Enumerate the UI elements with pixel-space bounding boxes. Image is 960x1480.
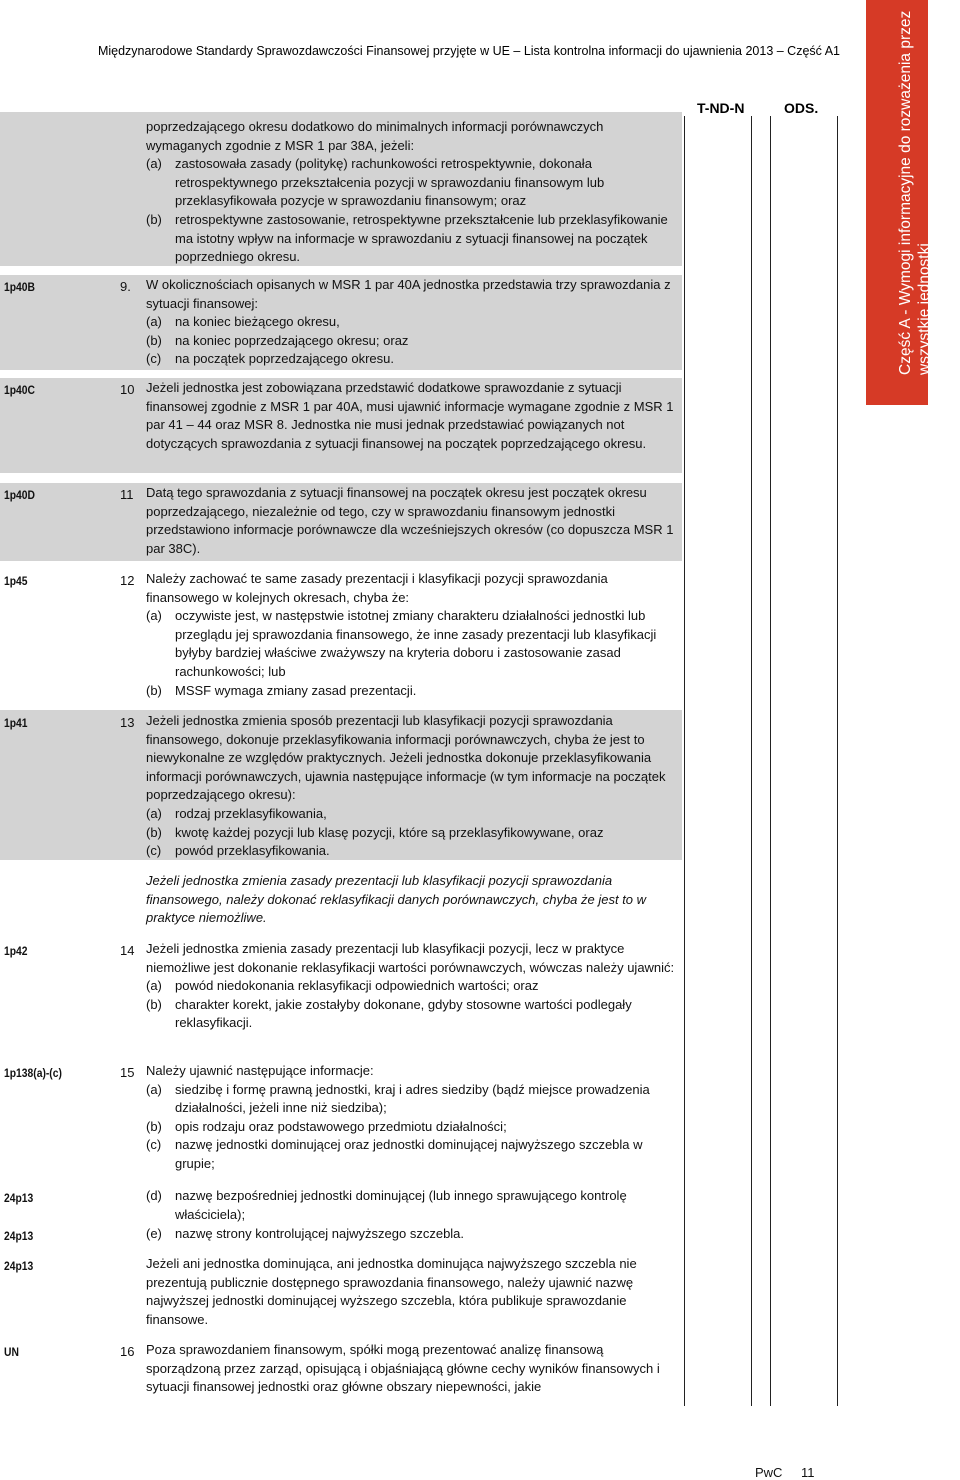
section-11-text: Datą tego sprawozdania z sytuacji finansowej na początek okresu jest początek okresu poprzedzającego, niezależnie od tego, czy w sprawozdaniu finansowym jednostki przedstawiono informacje porównawcze dla wcześniejszych okresów (co dopuszcza MSR 1 par 38C). — [146, 485, 674, 556]
list-item: (c) nazwę jednostki dominującej oraz jednostki dominującej najwyższego szczebla w grupie; — [146, 1137, 643, 1171]
list-item: (e) nazwę strony kontrolującej najwyższego szczebla. — [146, 1226, 465, 1241]
section-24p13-text: Jeżeli ani jednostka dominująca, ani jednostka dominująca najwyższego szczebla nie prezentują publicznie dostępnego sprawozdania finansowego, należy ujawnić nazwę najwyższej jednostki dominującej wyższego szczebla, która publikuje sprawozdanie finansowe. — [146, 1256, 637, 1327]
list-item: (a) na koniec bieżącego okresu, — [146, 314, 340, 330]
reference-code: 24p13 — [4, 1259, 34, 1273]
item-number: 13 — [120, 715, 135, 730]
section-16 — [146, 1341, 676, 1397]
italic-note-text: Jeżeli jednostka zmienia zasady prezentacji lub klasyfikacji pozycji sprawozdania finansowego, należy dokonać reklasyfikacji danych porównawczych, chyba że jest to w praktyce niemożliwe. — [146, 873, 647, 926]
list-item: (a) rodzaj przeklasyfikowania, — [146, 805, 327, 821]
section-15-intro: Należy ujawnić następujące informacje: — [146, 1063, 374, 1078]
footer-brand: PwC — [755, 1465, 783, 1480]
footer-page-number: 11 — [801, 1465, 815, 1480]
list-item: (a) siedzibę i formę prawną jednostki, kraj i adres siedziby (bądź miejsce prowadzenia działalności, jeżeli inne niż siedziba); — [146, 1081, 650, 1116]
item-number: 11 — [120, 487, 134, 502]
item-number: 16 — [120, 1344, 135, 1359]
section-13-intro: Jeżeli jednostka zmienia sposób prezentacji lub klasyfikacji pozycji sprawozdania finansowego, dokonuje przeklasyfikowania informacji porównawczych, chyba że jest to niewykonalne ze względów praktycznych. Jeżeli jednostka dokonuje przeklasyfikowania informacji porównawczych, ujawnia następujące informacje (w tym informacje na początek poprzedzającego okresu): — [146, 713, 666, 803]
list-item: (c) powód przeklasyfikowania. — [146, 843, 330, 859]
italic-note — [146, 872, 676, 928]
reference-code: 1p45 — [4, 574, 28, 588]
item-number: 14 — [120, 943, 135, 958]
list-item: (b) retrospektywne zastosowanie, retrospektywne przekształcenie lub przeklasyfikowanie ma istotny wpływ na informacje w sprawozdaniu z sytuacji finansowej na początek poprzedniego okresu. — [146, 211, 668, 265]
reference-code: 24p13 — [4, 1191, 34, 1205]
sidebar-line-2: wszystkie jednostki — [916, 243, 933, 375]
reference-code: 24p13 — [4, 1229, 34, 1243]
reference-code: 1p41 — [4, 716, 28, 730]
section-13 — [146, 712, 676, 861]
item-number: 15 — [120, 1065, 135, 1080]
page-header-title: Międzynarodowe Standardy Sprawozdawczości Finansowej przyjęte w UE – Lista kontrolna informacji do ujawnienia 2013 – Część A1 — [97, 44, 840, 58]
reference-code: 1p138(a)-(c) — [4, 1066, 62, 1080]
list-item: (a) oczywiste jest, w następstwie istotnej zmiany charakteru działalności jednostki lub przeglądu jej sprawozdania finansowego, że inne zasady prezentacji lub klasyfikacji byłyby bardziej właściwe zważywszy na kryteria doboru i zastosowanie zasad rachunkowości; lub — [146, 608, 657, 679]
section-24p13-paragraph — [146, 1255, 676, 1329]
item-number: 10 — [120, 382, 135, 397]
section-9-intro: W okolicznościach opisanych w MSR 1 par 40A jednostka przedstawia trzy sprawozdania z sytuacji finansowej: — [146, 277, 671, 311]
section-15 — [146, 1062, 676, 1174]
section-16-text: Poza sprawozdaniem finansowym, spółki mogą prezentować analizę finansową sporządzoną przez zarząd, opisującą i objaśniającą główne cechy wyników finansowych i sytuacji finansowej jednostki oraz główne obszary niepewności, jakie — [146, 1342, 660, 1395]
list-item: (b) MSSF wymaga zmiany zasad prezentacji. — [146, 682, 417, 698]
section-9 — [146, 276, 676, 369]
list-item: (b) na koniec poprzedzającego okresu; oraz — [146, 332, 409, 348]
section-12 — [146, 570, 676, 700]
list-item: (a) powód niedokonania reklasyfikacji odpowiednich wartości; oraz — [146, 978, 539, 994]
reference-code: UN — [4, 1345, 19, 1359]
section-10-text: Jeżeli jednostka jest zobowiązana przedstawić dodatkowe sprawozdanie z sytuacji finansowej zgodnie z MSR 1 par 40A, musi ujawnić informacje wymagane zgodnie z MSR 1 par 41 – 44 oraz MSR 8. Jednostka nie musi jednak przedstawiać powiązanych not dotyczących sprawozdania z sytuacji finansowej na początek poprzedzającego okresu. — [146, 380, 674, 451]
column-header-ods: ODS. — [784, 100, 819, 116]
section-14 — [146, 940, 676, 1033]
list-item: (b) charakter korekt, jakie zostałyby dokonane, gdyby stosowne wartości podlegały reklasyfikacji. — [146, 996, 632, 1031]
item-number: 12 — [120, 573, 135, 588]
sidebar-line-1: Część A - Wymogi informacyjne do rozważenia przez — [897, 10, 914, 375]
list-item: (b) opis rodzaju oraz podstawowego przedmiotu działalności; — [146, 1118, 507, 1134]
section-12-intro: Należy zachować te same zasady prezentacji i klasyfikacji pozycji sprawozdania finansowego w kolejnych okresach, chyba że: — [146, 571, 608, 605]
list-item: (d) nazwę bezpośredniej jednostki dominującej (lub innego sprawującego kontrolę właściciela); — [146, 1188, 627, 1222]
section-10 — [146, 379, 676, 453]
list-item: (c) na początek poprzedzającego okresu. — [146, 351, 394, 367]
sidebar-label — [896, 11, 934, 375]
list-item: (a) zastosowała zasady (politykę) rachunkowości retrospektywnie, dokonała retrospektywnego przekształcenia pozycji w sprawozdaniu finansowym lub przeklasyfikowała pozycje w sprawozdaniu finansowym; oraz — [146, 156, 605, 209]
section-continued — [146, 118, 676, 267]
list-item: (b) kwotę każdej pozycji lub klasę pozycji, które są przeklasyfikowywane, oraz — [146, 824, 604, 840]
section-15-d — [146, 1187, 676, 1224]
reference-code: 1p40C — [4, 383, 35, 397]
section-11 — [146, 484, 676, 558]
reference-code: 1p40B — [4, 280, 35, 294]
reference-code: 1p40D — [4, 488, 35, 502]
column-header-tndn: T-ND-N — [697, 100, 745, 116]
reference-code: 1p42 — [4, 944, 28, 958]
section-14-intro: Jeżeli jednostka zmienia zasady prezentacji lub klasyfikacji pozycji, lecz w praktyce niemożliwe jest dokonanie reklasyfikacji wartości porównawczych, wówczas należy ujawnić: — [146, 941, 675, 975]
column-tndn-box — [684, 116, 752, 1406]
column-ods-box — [770, 116, 838, 1406]
section-15-e — [146, 1225, 676, 1244]
item-number: 9. — [120, 279, 131, 294]
section-continued-intro: poprzedzającego okresu dodatkowo do minimalnych informacji porównawczych wymaganych zgodnie z MSR 1 par 38A, jeżeli: — [146, 119, 604, 153]
